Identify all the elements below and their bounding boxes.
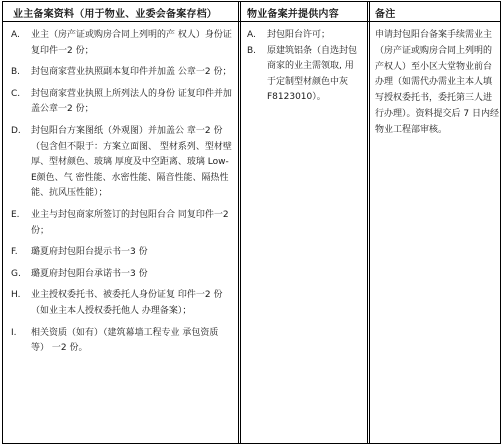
remarks-text: 申请封包阳台备案手续需业主（房产证或购房合同上列明的产权人）至小区大堂物业前台办理（如需代办需业主本人填写授权委托书，委托第三人进行办理）。资料提交后 7 日内经物业工程部审核。 — [375, 30, 499, 135]
item-letter: I. — [11, 327, 17, 338]
item-letter: E. — [11, 209, 20, 220]
filing-table — [2, 1, 501, 444]
item-text: 业主（房产证或购房合同上列明的产 权人）身份证复印件一2 份； — [31, 30, 232, 56]
item-letter: B. — [11, 67, 21, 78]
list-item — [11, 288, 233, 319]
item-letter: A. — [11, 30, 20, 40]
list-item — [11, 208, 233, 239]
property-content-list — [247, 28, 359, 106]
item-letter: B. — [247, 45, 257, 56]
item-text: 业主授权委托书、被委托人身份证复 印件一2 份（如业主本人授权委托他人 办理备案）； — [31, 290, 223, 316]
list-item — [247, 44, 359, 106]
list-item — [11, 124, 233, 202]
header-divider — [3, 21, 500, 22]
column-divider-2 — [367, 2, 370, 443]
item-text: 原建筑铝条（自选封包 商家的业主需领取, 用 于定制型材颜色中灰 F8123010）。 — [267, 45, 358, 103]
list-item — [11, 28, 233, 59]
list-item — [11, 65, 233, 81]
owner-materials-list — [11, 28, 233, 363]
item-text: 封包阳台许可； — [267, 30, 331, 40]
list-item — [11, 326, 233, 357]
header-remarks: 备注 — [375, 9, 396, 20]
list-item — [11, 87, 233, 118]
item-text: 封包商家营业执照副本复印件并加盖 公章一2 份； — [31, 67, 232, 78]
item-letter: C. — [11, 88, 21, 99]
item-letter: F. — [11, 247, 18, 258]
list-item — [247, 28, 359, 44]
item-text: 相关资质（如有）（建筑幕墙工程专业 承包资质等） 一2 份。 — [31, 327, 219, 354]
header-owner-materials: 业主备案资料（用于物业、业委会备案存档） — [13, 9, 217, 20]
item-text: 璐夏府封包阳台承诺书一3 份 — [31, 268, 148, 279]
item-text: 封包阳台方案图纸（外观图）并加盖公 章一2 份（包含但不限于：方案立面图、 型材系列、型材壁厚、型材颜色、玻璃 厚度及中空距离、玻璃 Low-E颜色、气 密性能、水密性能、隔音性能、隔热性 能、抗风压性能）； — [31, 125, 232, 199]
list-item — [11, 245, 233, 261]
header-property-content: 物业备案并提供内容 — [247, 9, 339, 20]
list-item — [11, 267, 233, 283]
item-text: 璐夏府封包阳台提示书一3 份 — [31, 247, 148, 258]
item-letter: H. — [11, 290, 21, 301]
item-letter: G. — [11, 268, 21, 279]
item-letter: A. — [247, 30, 256, 40]
item-letter: D. — [11, 125, 21, 136]
item-text: 业主与封包商家所签订的封包阳台合 同复印件一2 份； — [31, 209, 229, 236]
column-divider-1 — [238, 2, 241, 443]
item-text: 封包商家营业执照上所列法人的身份 证复印件并加盖公章一2 份； — [31, 88, 232, 115]
